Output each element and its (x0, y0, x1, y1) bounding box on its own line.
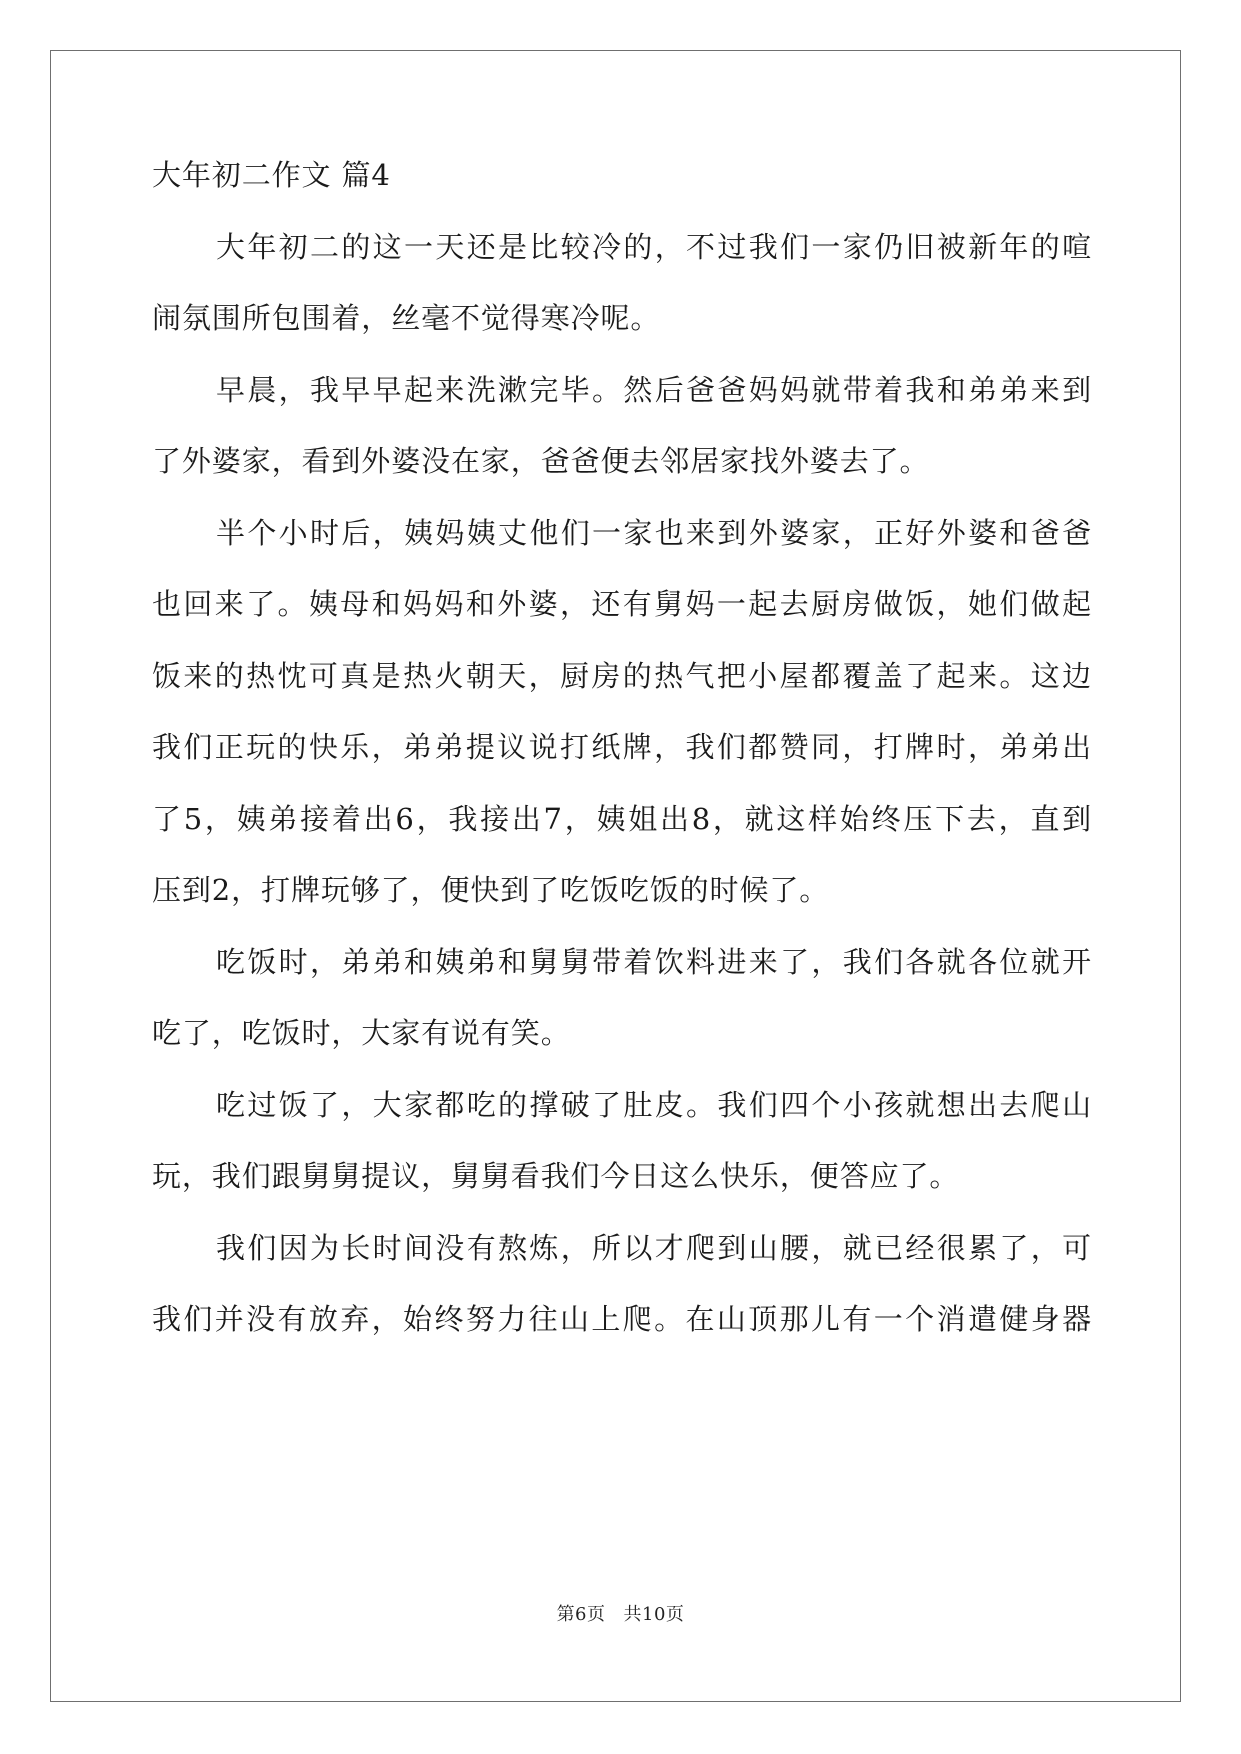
text-line-16: 我们并没有放弃，始终努力往山上爬。在山顶那儿有一个消遣健身器 (152, 1302, 1092, 1336)
text-line-9: 了5，姨弟接着出6，我接出7，姨姐出8，就这样始终压下去，直到 (152, 802, 1092, 836)
page-footer (0, 1600, 1241, 1626)
text-line-13: 吃过饭了，大家都吃的撑破了肚皮。我们四个小孩就想出去爬山 (216, 1088, 1092, 1122)
page-number: 第6页 (556, 1604, 606, 1625)
text-line-7: 饭来的热忱可真是热火朝天，厨房的热气把小屋都覆盖了起来。这边 (152, 659, 1092, 693)
text-line-6: 也回来了。姨母和妈妈和外婆，还有舅妈一起去厨房做饭，她们做起 (152, 587, 1092, 621)
page-total: 共10页 (623, 1604, 685, 1625)
text-line-5: 半个小时后，姨妈姨丈他们一家也来到外婆家，正好外婆和爸爸 (216, 516, 1092, 550)
text-line-10: 压到2，打牌玩够了，便快到了吃饭吃饭的时候了。 (152, 873, 830, 907)
text-line-15: 我们因为长时间没有熬炼，所以才爬到山腰，就已经很累了，可 (216, 1231, 1092, 1265)
text-line-12: 吃了，吃饭时，大家有说有笑。 (152, 1016, 571, 1050)
text-line-2: 闹氛围所包围着，丝毫不觉得寒冷呢。 (152, 301, 661, 335)
text-line-4: 了外婆家，看到外婆没在家，爸爸便去邻居家找外婆去了。 (152, 444, 930, 478)
text-line-1: 大年初二的这一天还是比较冷的，不过我们一家仍旧被新年的喧 (216, 230, 1092, 264)
text-line-11: 吃饭时，弟弟和姨弟和舅舅带着饮料进来了，我们各就各位就开 (216, 945, 1092, 979)
document-title: 大年初二作文 篇4 (152, 158, 391, 192)
text-line-14: 玩，我们跟舅舅提议，舅舅看我们今日这么快乐，便答应了。 (152, 1159, 960, 1193)
text-line-3: 早晨，我早早起来洗漱完毕。然后爸爸妈妈就带着我和弟弟来到 (216, 373, 1092, 407)
text-line-8: 我们正玩的快乐，弟弟提议说打纸牌，我们都赞同，打牌时，弟弟出 (152, 730, 1092, 764)
